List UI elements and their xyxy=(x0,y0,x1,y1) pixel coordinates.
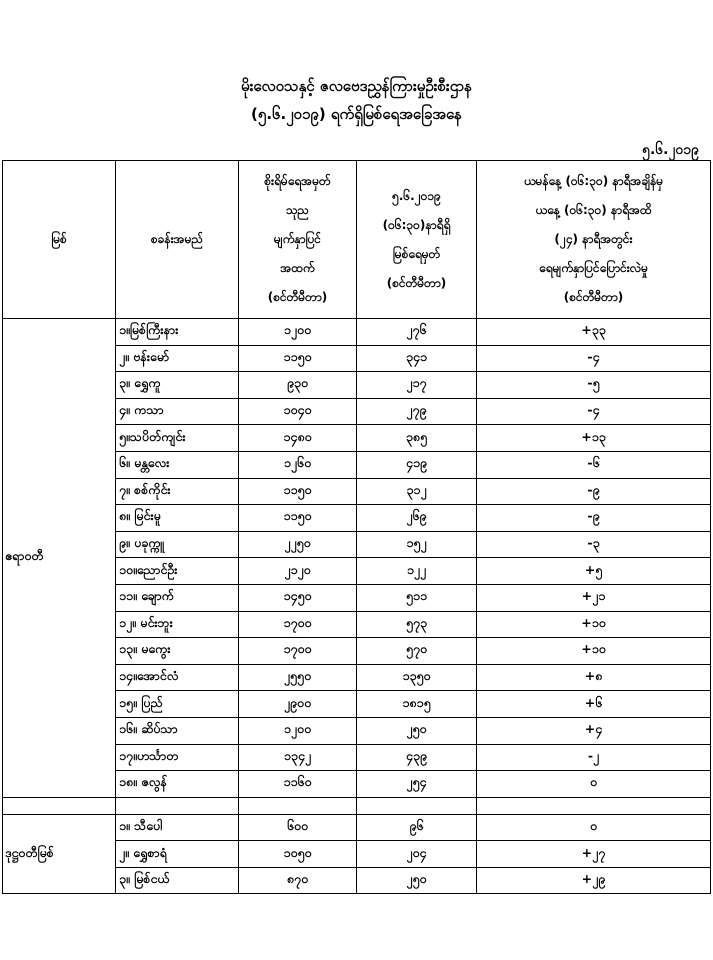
current-level-cell: ၂၅၀ xyxy=(357,717,477,744)
table-header-row xyxy=(3,161,711,319)
current-level-cell: ၁၃၅၀ xyxy=(357,664,477,691)
header-line: မျက်နှာပြင် xyxy=(273,232,322,246)
station-name-cell: ၆။ မန္တလေး xyxy=(116,451,239,478)
change-cell: -၅ xyxy=(477,372,711,399)
change-cell: +၈ xyxy=(477,664,711,691)
danger-level-cell: ၂၂၅၀ xyxy=(239,531,357,558)
change-cell: +၂၁ xyxy=(477,584,711,611)
station-name-cell: ၁။ သီပေါ xyxy=(116,814,239,841)
station-name-cell: ၉။ ပခုက္ကူ xyxy=(116,531,239,558)
danger-level-cell: ၁၄၅၀ xyxy=(239,584,357,611)
station-name-cell: ၁၅။ ပြည် xyxy=(116,691,239,718)
change-cell: -၃ xyxy=(477,531,711,558)
station-name-cell: ၇။ စစ်ကိုင်း xyxy=(116,478,239,505)
table-body xyxy=(3,319,711,894)
danger-level-cell: ၁၂၀၀ xyxy=(239,717,357,744)
header-line: ယမန်နေ့ (၀၆:၃၀) နာရီအချိန်မှ xyxy=(523,174,664,188)
separator-cell xyxy=(357,797,477,814)
river-name-cell: ဧရာဝတီ xyxy=(3,319,116,798)
header-line: အထက် xyxy=(280,261,315,275)
station-name-cell: ၃။ မြစ်ငယ် xyxy=(116,867,239,894)
current-level-cell: ၁၅၂ xyxy=(357,531,477,558)
change-cell: -၆ xyxy=(477,451,711,478)
danger-level-cell: ၉၃၀ xyxy=(239,372,357,399)
current-level-cell: ၅၇၀ xyxy=(357,638,477,665)
danger-level-cell: ၁၄၈၀ xyxy=(239,425,357,452)
change-cell: -၉ xyxy=(477,505,711,532)
current-level-cell: ၂၅၀ xyxy=(357,867,477,894)
station-name-cell: ၄။ ကသာ xyxy=(116,398,239,425)
danger-level-cell: ၂၉၀၀ xyxy=(239,691,357,718)
station-name-cell: ၁၁။ ချောက် xyxy=(116,584,239,611)
danger-level-cell: ၂၅၅၀ xyxy=(239,664,357,691)
current-level-cell: ၅၁၁ xyxy=(357,584,477,611)
danger-level-cell: ၆၀၀ xyxy=(239,814,357,841)
station-name-cell: ၁။မြစ်ကြီးနား xyxy=(116,319,239,346)
table-row xyxy=(3,814,711,841)
danger-level-cell: ၈၇၀ xyxy=(239,867,357,894)
header-line: (၂၄) နာရီအတွင်း xyxy=(554,232,633,246)
separator-cell xyxy=(116,797,239,814)
station-name-cell: ၁၈။ ဇလွန် xyxy=(116,771,239,798)
change-cell: -၉ xyxy=(477,478,711,505)
current-level-cell: ၃၁၂ xyxy=(357,478,477,505)
danger-level-cell: ၁၂၆၀ xyxy=(239,451,357,478)
table-row xyxy=(3,319,711,346)
change-cell: +၁၀ xyxy=(477,611,711,638)
header-line: (စင်တီမီတာ) xyxy=(563,290,624,304)
change-cell: -၄ xyxy=(477,398,711,425)
header-line: ရေမျက်နှာပြင်ပြောင်းလဲမှု xyxy=(539,261,648,275)
station-name-cell: ၁၆။ ဆိပ်သာ xyxy=(116,717,239,744)
danger-level-cell: ၁၁၅၀ xyxy=(239,505,357,532)
change-cell: -၄ xyxy=(477,345,711,372)
danger-level-cell: ၁၁၆၀ xyxy=(239,771,357,798)
danger-level-cell: ၁၀၅၀ xyxy=(239,841,357,868)
danger-level-cell: ၂၁၂၀ xyxy=(239,558,357,585)
header-line: စိုးရိမ်ရေအမှတ် xyxy=(264,174,331,188)
current-level-cell: ၄၃၉ xyxy=(357,744,477,771)
station-name-cell: ၈။ မြင်းမူ xyxy=(116,505,239,532)
danger-level-cell: ၁၁၅၀ xyxy=(239,478,357,505)
separator-cell xyxy=(477,797,711,814)
danger-level-cell: ၁၃၄၂ xyxy=(239,744,357,771)
header-line: (၀၆:၃၀)နာရီရှိ xyxy=(382,217,451,232)
change-cell: +၄ xyxy=(477,717,711,744)
header-line: ယနေ့ (၀၆:၃၀) နာရီအထိ xyxy=(535,203,652,217)
current-level-cell: ၂၆၉ xyxy=(357,505,477,532)
change-cell: +၂၉ xyxy=(477,867,711,894)
station-name-cell: ၅။သပိတ်ကျင်း xyxy=(116,425,239,452)
station-name-cell: ၁၃။ မကွေး xyxy=(116,638,239,665)
current-level-cell: ၂၁၇ xyxy=(357,372,477,399)
report-date: ၅.၆.၂၀၁၉ xyxy=(642,142,699,158)
change-column-header xyxy=(477,161,711,319)
separator-cell xyxy=(239,797,357,814)
current-level-cell: ၃၈၅ xyxy=(357,425,477,452)
header-line: သုည xyxy=(285,203,310,217)
current-level-cell: ၅၇၃ xyxy=(357,611,477,638)
change-cell: +၁၃ xyxy=(477,425,711,452)
river-name-cell: ဒုဋ္ဌဝတီမြစ် xyxy=(3,814,116,894)
station-name-cell: ၂။ ဗန်းမော် xyxy=(116,345,239,372)
danger-level-cell: ၁၁၅၀ xyxy=(239,345,357,372)
separator-cell xyxy=(3,797,116,814)
change-cell: ၀ xyxy=(477,814,711,841)
change-cell: +၆ xyxy=(477,691,711,718)
header-line: မြစ်ရေမှတ် xyxy=(392,246,441,261)
change-cell: +၅ xyxy=(477,558,711,585)
danger-level-cell: ၁၇၀၀ xyxy=(239,611,357,638)
change-cell: +၃၃ xyxy=(477,319,711,346)
station-column-header: စခန်းအမည် xyxy=(116,161,239,319)
river-water-level-table xyxy=(2,160,711,894)
station-name-cell: ၃။ ရွှေကူ xyxy=(116,372,239,399)
danger-level-cell: ၁၀၄၀ xyxy=(239,398,357,425)
current-level-column-header xyxy=(357,161,477,319)
danger-level-cell: ၁၇၀၀ xyxy=(239,638,357,665)
current-level-cell: ၉၆ xyxy=(357,814,477,841)
current-level-cell: ၂၇၉ xyxy=(357,398,477,425)
danger-level-column-header xyxy=(239,161,357,319)
header-line: (စင်တီမီတာ) xyxy=(267,290,328,304)
station-name-cell: ၁၀။ညောင်ဦး xyxy=(116,558,239,585)
station-name-cell: ၁၄။အောင်လံ xyxy=(116,664,239,691)
change-cell: +၂၇ xyxy=(477,841,711,868)
group-separator-row xyxy=(3,797,711,814)
current-level-cell: ၂၇၆ xyxy=(357,319,477,346)
current-level-cell: ၃၄၁ xyxy=(357,345,477,372)
station-name-cell: ၁၂။ မင်းဘူး xyxy=(116,611,239,638)
station-name-cell: ၁၇။ဟင်္သာတ xyxy=(116,744,239,771)
current-level-cell: ၁၂၂ xyxy=(357,558,477,585)
change-cell: ၀ xyxy=(477,771,711,798)
report-title: မိုးလေဝသနှင့် ဇလဗေဒညွှန်ကြားမှုဦးစီးဌာန xyxy=(241,77,472,95)
river-column-header: မြစ် xyxy=(3,161,116,319)
station-name-cell: ၂။ ရွှေစာရံ xyxy=(116,841,239,868)
current-level-cell: ၁၈၁၅ xyxy=(357,691,477,718)
current-level-cell: ၂၅၄ xyxy=(357,771,477,798)
current-level-cell: ၄၁၉ xyxy=(357,451,477,478)
report-subtitle: (၅.၆.၂၀၁၉) ရက်ရှိမြစ်ရေအခြေအနေ xyxy=(251,105,462,123)
header-line: ၅.၆.၂၀၁၉ xyxy=(392,188,441,203)
header-line: (စင်တီမီတာ) xyxy=(386,275,447,290)
danger-level-cell: ၁၂၀၀ xyxy=(239,319,357,346)
change-cell: -၂ xyxy=(477,744,711,771)
change-cell: +၁၀ xyxy=(477,638,711,665)
current-level-cell: ၂၀၄ xyxy=(357,841,477,868)
